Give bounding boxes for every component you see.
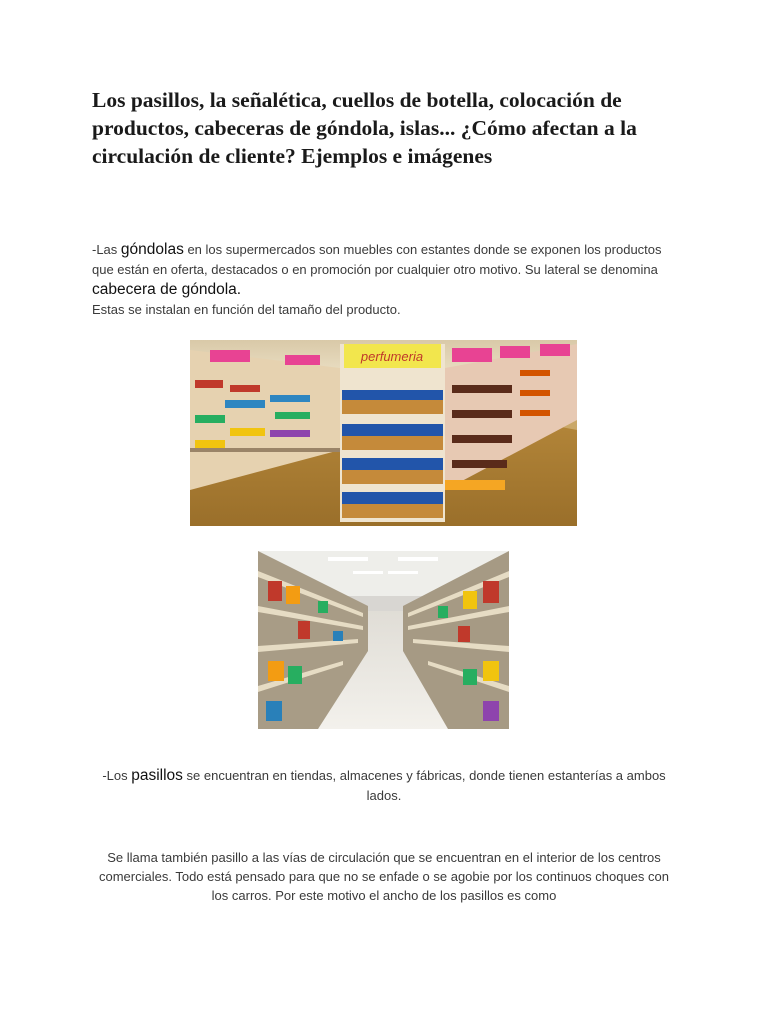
- perfumeria-sign: perfumeria: [360, 349, 424, 364]
- paragraph-gondolas: [92, 240, 672, 300]
- paragraph-pasillos: [92, 766, 676, 806]
- term-cabecera: cabecera de góndola.: [92, 281, 242, 298]
- document-title: Los pasillos, la señalética, cuellos de botella, colocación de productos, cabeceras de góndola, islas... ¿Cómo afectan a la circulación de cliente? Ejemplos e imágenes: [92, 88, 637, 168]
- paragraph-gondolas-pre: -Las: [92, 242, 121, 257]
- paragraph-gondolas-mid: en los supermercados son muebles con estantes donde se exponen los productos que están en oferta, destacados o en promoción por cualquier otro motivo. Su lateral se denomina: [92, 242, 662, 277]
- paragraph-centros: Se llama también pasillo a las vías de circulación que se encuentran en el interior de los centros comerciales. Todo está pensado para que no se enfade o se agobie por los continuos choques con los carros. Por este motivo el ancho de los pasillos es como: [99, 850, 669, 903]
- term-pasillos: pasillos: [131, 767, 183, 784]
- term-gondolas: góndolas: [120, 241, 184, 258]
- paragraph-pasillos-post: se encuentran en tiendas, almacenes y fábricas, donde tienen estanterías a ambos lados.: [182, 768, 666, 803]
- supermarket-aisle-photo: [258, 551, 509, 729]
- gondola-aisle-photo: [190, 340, 577, 526]
- paragraph-tamano: Estas se instalan en función del tamaño del producto.: [92, 302, 401, 317]
- paragraph-pasillos-pre: -Los: [102, 768, 132, 783]
